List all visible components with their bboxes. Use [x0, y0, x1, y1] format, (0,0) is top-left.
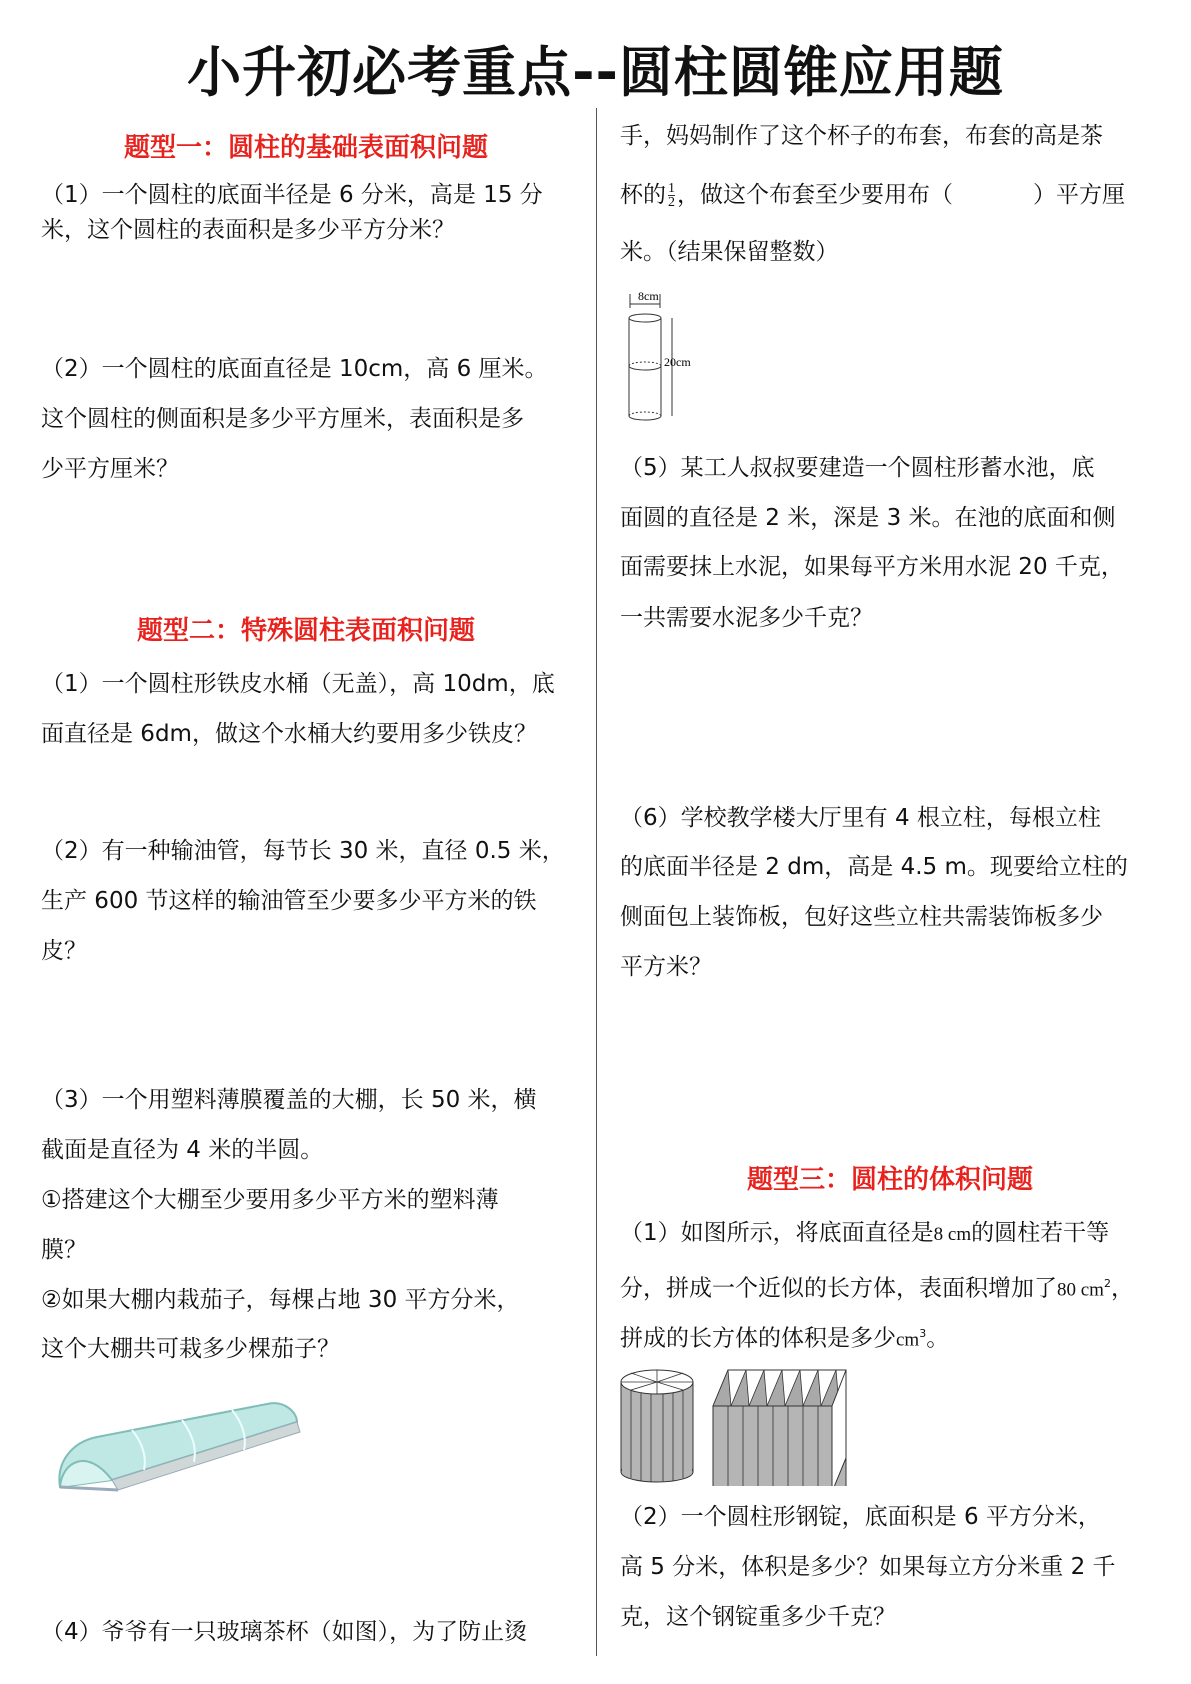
question-line: 皮？: [41, 938, 87, 964]
question-line: （5）某工人叔叔要建造一个圆柱形蓄水池，底: [620, 455, 1095, 481]
section-heading-2: 题型二：特殊圆柱表面积问题: [136, 616, 475, 646]
text: 分，拼成一个近似的长方体，表面积增加了: [620, 1275, 1057, 1302]
question-line: 平方米？: [620, 954, 712, 980]
question-line: 米，这个圆柱的表面积是多少平方分米？: [41, 217, 455, 243]
question-line: [620, 180, 1125, 210]
section-heading-3: 题型三：圆柱的体积问题: [746, 1165, 1033, 1195]
math-value: 8 cm: [933, 1224, 972, 1245]
question-line: 面需要抹上水泥，如果每平方米用水泥 20 千克，: [620, 554, 1124, 580]
question-line: （1）一个圆柱形铁皮水桶（无盖），高 10dm，底: [41, 671, 555, 697]
exponent: 2: [1103, 1277, 1111, 1290]
question-line: 这个大棚共可栽多少棵茄子？: [41, 1336, 340, 1362]
question-line: （4）爷爷有一只玻璃茶杯（如图），为了防止烫: [41, 1619, 528, 1645]
text: 。: [926, 1325, 950, 1352]
question-line: （6）学校教学楼大厅里有 4 根立柱，每根立柱: [620, 805, 1101, 831]
question-line: 截面是直径为 4 米的半圆。: [41, 1137, 324, 1163]
column-divider: [596, 108, 597, 1656]
text: ，: [1110, 1275, 1134, 1302]
cup-height-label: 20cm: [664, 355, 691, 369]
text: 的圆柱若干等: [971, 1220, 1110, 1246]
question-line: （3）一个用塑料薄膜覆盖的大棚，长 50 米，横: [41, 1087, 537, 1113]
question-line: 生产 600 节这样的输油管至少要多少平方米的铁: [41, 888, 537, 914]
question-line: 米。（结果保留整数）: [620, 239, 839, 265]
fraction-denominator: 2: [668, 195, 675, 210]
question-line: 膜？: [41, 1237, 87, 1263]
fraction-numerator: 1: [668, 181, 675, 196]
sliced-cylinder: [621, 1370, 693, 1482]
fraction: [668, 182, 675, 209]
text: ）平方厘: [1033, 182, 1125, 208]
question-line: [620, 1218, 1109, 1250]
question-line: 面直径是 6dm，做这个水桶大约要用多少铁皮？: [41, 721, 537, 747]
question-line: （2）有一种输油管，每节长 30 米，直径 0.5 米，: [41, 838, 565, 864]
page-title: 小升初必考重点--圆柱圆锥应用题: [187, 41, 1004, 104]
question-line: 手，妈妈制作了这个杯子的布套，布套的高是茶: [620, 123, 1103, 149]
greenhouse-illustration: [52, 1392, 302, 1507]
question-line: （1）一个圆柱的底面半径是 6 分米，高是 15 分: [41, 182, 543, 208]
question-line: 这个圆柱的侧面积是多少平方厘米，表面积是多: [41, 406, 524, 432]
question-line: 面圆的直径是 2 米，深是 3 米。在池的底面和侧: [620, 505, 1116, 531]
question-line: 少平方厘米？: [41, 456, 179, 482]
text: 杯的: [620, 182, 666, 208]
exponent: 3: [919, 1327, 927, 1340]
question-line: 侧面包上装饰板，包好这些立柱共需装饰板多少: [620, 904, 1103, 930]
question-line: ①搭建这个大棚至少要用多少平方米的塑料薄: [41, 1187, 499, 1213]
cylinder-to-cuboid-diagram: [618, 1368, 858, 1486]
question-line: 克，这个钢锭重多少千克？: [620, 1604, 896, 1630]
question-line: （2）一个圆柱形钢锭，底面积是 6 平方分米，: [620, 1504, 1101, 1530]
question-line: 的底面半径是 2 dm，高是 4.5 m。现要给立柱的: [620, 854, 1128, 880]
question-line: ②如果大棚内栽茄子，每棵占地 30 平方分米，: [41, 1287, 520, 1313]
math-value: 80 cm: [1057, 1279, 1104, 1301]
cup-diameter-label: 8cm: [638, 289, 659, 303]
approx-cuboid: [713, 1370, 846, 1486]
cup-diagram: [622, 288, 722, 428]
section-heading-1: 题型一：圆柱的基础表面积问题: [123, 133, 488, 163]
math-value: cm: [896, 1329, 920, 1351]
text: （1）如图所示，将底面直径是: [620, 1220, 934, 1246]
question-line: 高 5 分米，体积是多少？如果每立方分米重 2 千: [620, 1554, 1116, 1580]
question-line: [620, 1319, 949, 1356]
question-line: [620, 1269, 1134, 1306]
text: ，做这个布套至少要用布（: [677, 182, 953, 208]
question-line: （2）一个圆柱的底面直径是 10cm，高 6 厘米。: [41, 356, 548, 382]
text: 拼成的长方体的体积是多少: [620, 1325, 896, 1352]
question-line: 一共需要水泥多少千克？: [620, 605, 873, 631]
